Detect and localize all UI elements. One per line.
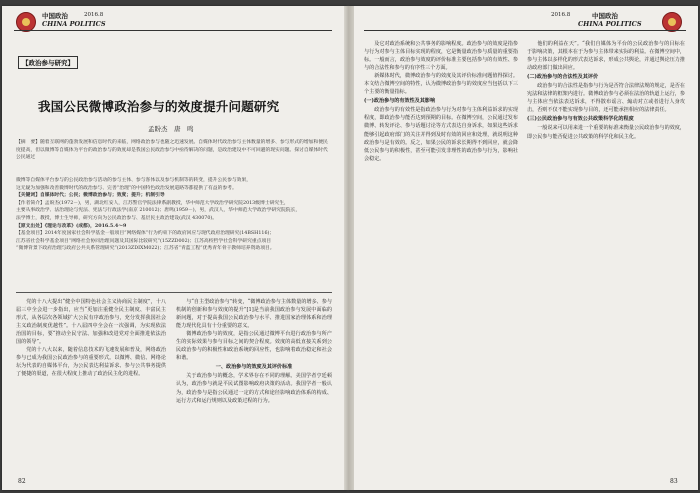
header-brand-en: CHINA POLITICS [578, 20, 642, 28]
left-column-1 [16, 298, 166, 474]
section-heading: 一、政治参与的效度及其评价标准 [215, 364, 293, 371]
left-column-2 [176, 298, 332, 474]
header-brand-cn: 中国政治 [592, 12, 618, 20]
paragraph: 及它对政治系统和公共事务的影响程度。政治参与的效度是指参与行为对参与主体目标实现的程度，它是衡量政治参与质量的重要指标。一般而言，政治参与效度的评价标准主要包括参与的有效性、参与的合法性和参与的有序性三个方面。 [364, 41, 518, 72]
author-bio-line: 法学博士，教授，博士生导师，研究方向为公民政治参与、基层民主政治建设(武汉 430070)。 [16, 215, 218, 221]
section-heading: (三)公民政治参与与有效公共政策科学化的程度 [527, 116, 634, 123]
abstract-line: 这无疑为加强和改善微博时代的政治参与、完善“治理”的中国特色政治发展道路等都提供了有益的参考。 [16, 185, 237, 191]
section-heading: (一)政治参与的有效性及其影响 [364, 98, 436, 105]
paragraph: 与“自主型政治参与”转变，“微博政治参与主体数量的增多、参与机制的创新和参与效度的提升”[1]是当前我国政治参与发展中面临的新问题，对于提高我国公民政治参与水平、推进国家治理体系和治理能力现代化具有十分重要的意义。 [176, 299, 332, 330]
article-title: 我国公民微博政治参与的效度提升问题研究 [38, 99, 280, 114]
source-line: 【原文出处】《理论与改革》(成都)，2016.5.4～9 [16, 222, 127, 229]
keywords-line: 【关键词】自媒体时代；公民；微博政治参与；效度；提升；机制引导 [16, 192, 165, 199]
section-tag: 【政治参与研究】 [18, 56, 78, 69]
abstract-block [16, 139, 332, 289]
header-brand-en: CHINA POLITICS [42, 20, 106, 28]
fund-line: 【基金项目】2014年度国家社会科学基金一般项目“网络媒体”行为约束下的政府回应与现代政府治理研究(14BSH116)； [16, 231, 275, 237]
header-rule [14, 30, 332, 31]
paragraph: 他们的利益在天”。“我们自媒体为平台的公民政治参与的目标在于影响决策，其根本在于为参与主体带来实际的利益。在微博空间中，参与主体以多样化的形式表达诉求，形成公共舆论，并通过舆论压力推动政府部门做出回应。 [527, 41, 685, 72]
paragraph: 政治参与的合法性是指参与行为是否符合法律法规的规定，是否在宪法和法律的框架内进行。微博政治参与必须在法治的轨道上运行，参与主体应当依法表达诉求，不得散布谣言、煽动对立或者进行人身攻击，否则不仅不能实现参与目的，还可能承担相应的法律责任。 [527, 83, 685, 114]
abstract-line: 微博等自媒体平台参与的公民政治参与活动的参与主体、参与客体以及参与机制等的转变，提升公民参与效果， [16, 178, 252, 183]
header-rule [364, 30, 686, 31]
paragraph: 关于政治参与的概念，学术界存在不同的理解。美国学者亨廷顿认为，政治参与就是平民试图影响政府决策的活动。我国学者一般认为，政治参与是指公民通过一定的方式和途径影响政治体系的构成、运行方式和运行规则以及政策过程的行为。 [176, 373, 332, 404]
right-column-1 [364, 40, 518, 472]
header-issue: 2016.8 [84, 12, 104, 18]
paragraph: 一般说来可以用来进一个重要的标准来衡量公民政治参与的效度，即公民参与能否促进公共政策的科学化和民主化。 [527, 125, 685, 140]
right-column-2 [527, 40, 685, 472]
paragraph: 政治参与的有效性是指政治参与行为对参与主体利益诉求的实现程度，即政治参与能否达到预期的目标。在微博空间，公民通过发布微博、转发评论、参与话题讨论等方式表达自身诉求，如果这些诉求能够引起政府部门的关注并得到及时有效的回应和处理，就说明这种政治参与是有效的。反之，如果公民的诉求长期得不到回应，就会降低公民参与的积极性，甚至可能引发非理性的政治参与行为，影响社会稳定。 [364, 107, 518, 162]
fund-line: 江苏省社会科学基金项目“网络社会协同治理问题及其国际比较研究”(15ZZD002)；江苏高校哲学社会科学研究重点项目 [16, 238, 272, 244]
page-number-left: 82 [18, 478, 26, 485]
header-brand-cn: 中国政治 [42, 12, 68, 20]
page-number-right: 83 [670, 478, 678, 485]
abstract-line: 【摘 要】随着互联网的蓬勃发展和信息时代的来临，网络政治参与也随之迅速发展。自媒体时代政治参与主体数量的增多、参与形式的增加和便民度提高，但以微博等自媒体为平台的政治参与的效度却是我国公民政治参与中亟待解决的问题，是政治建设中不可回避的现实问题。探讨自媒体时代公民通过 [16, 140, 328, 161]
book-gutter [344, 6, 354, 490]
header-issue: 2016.8 [551, 12, 571, 18]
paragraph: 新媒体时代，微博政治参与的效度及其评价标准问题值得探讨。本文结合微博空间的特性，认为微博政治参与的效度应当包括以下三个主要的衡量指标。 [364, 73, 518, 96]
paragraph: 微博政治参与的效度，是指公民通过微博平台进行政治参与所产生的实际效果与参与目标之间的契合程度。效度的高低直接关系到公民政治参与的积极性和政治系统的回应性，也影响着政治稳定和社会和谐。 [176, 331, 332, 362]
abstract-rule [16, 292, 332, 293]
journal-logo-icon [662, 12, 682, 32]
author-bio-line: 【作者简介】孟盼杰(1972－)，男，湖北红安人，江苏警官学院法律系副教授，华中师范大学政治学研究院2013级博士研究生， [16, 200, 289, 206]
paragraph: 党的十八大以来，随着信息技术的飞速发展和普及，网络政治参与已成为我国公民政治参与的重要形式。以微博、微信、网络论坛为代表的自媒体平台，为公民表达利益诉求、参与公共事务提供了便捷的渠道，在很大程度上推动了政治民主化的进程。 [16, 347, 166, 378]
article-authors: 孟盼杰 唐 鸣 [148, 125, 194, 133]
fund-line: “微博背景下政府治理与政府公共关系管理研究”(2013ZDIXM022)；江苏省“青蓝工程”优秀青年骨干教师培养资助项目。 [16, 246, 275, 252]
section-heading: (二)政治参与的合法性及其评价 [527, 74, 599, 81]
journal-logo-icon [16, 12, 36, 32]
author-bio-line: 主要从事政治学、法治理论与宪法、宪法与行政法学(南京 210012)；唐鸣(1959－)，男，武汉人，华中师范大学政治学研究院院长， [16, 208, 301, 214]
paragraph: 党的十八大提出“健全中国特色社会主义协商民主制度”，十八届三中全会进一步指出，应当“更加注重健全民主制度、丰富民主形式，从各层次各领域扩大公民有序政治参与，充分发挥我国社会主义政治制度优越性”。十八届四中全会在一次强调，为实现依法治国的目标，要“推动全民守法、加强和改进党对全面推进依法治国的领导”。 [16, 299, 166, 346]
